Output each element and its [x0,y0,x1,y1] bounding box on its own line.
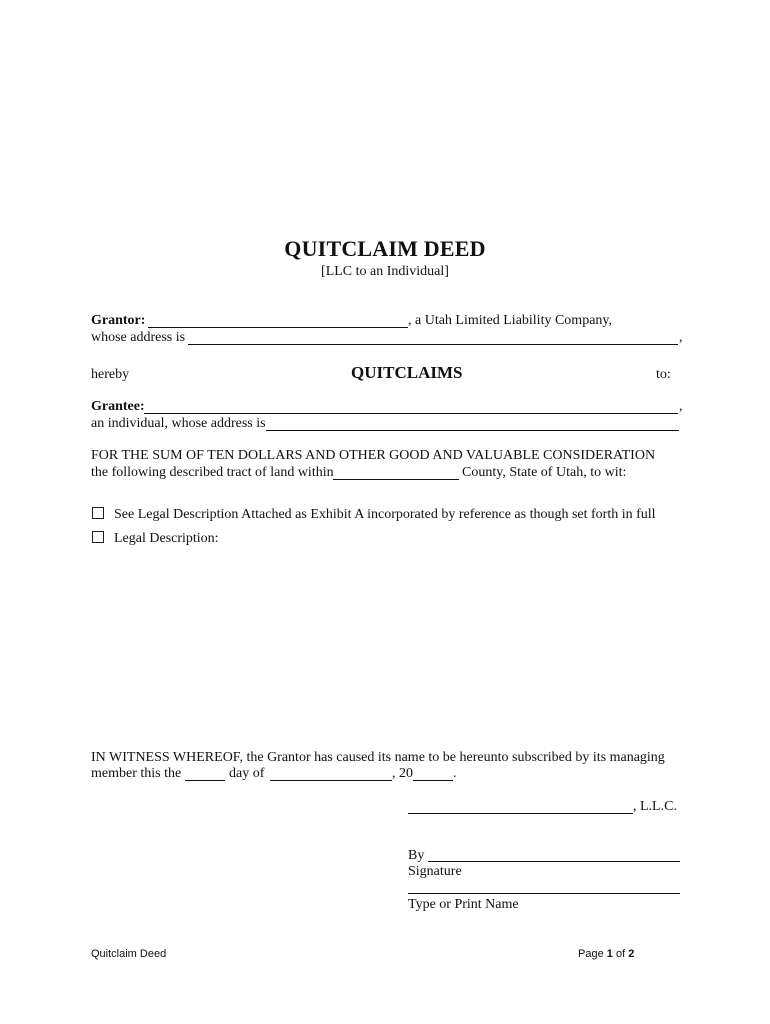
document-title: QUITCLAIM DEED [284,236,486,261]
grantor-address-field[interactable] [188,344,678,345]
page-label: Page [578,948,604,960]
to-text: to: [656,367,671,382]
exhibit-a-label: See Legal Description Attached as Exhibit A incorporated by reference as though set forth in full [114,507,656,522]
witness-day-of-text: day of [229,766,265,781]
signature-label: Signature [408,864,462,879]
grantor-label: Grantor: [91,313,146,328]
consideration-line-2-end: County, State of Utah, to wit: [462,465,627,480]
consideration-line-1: FOR THE SUM OF TEN DOLLARS AND OTHER GOOD AND VALUABLE CONSIDERATION [91,448,656,463]
page-current: 1 [606,948,613,960]
print-name-field[interactable] [408,893,680,894]
document-subtitle: [LLC to an Individual] [321,264,449,279]
grantor-company-suffix: , a Utah Limited Liability Company, [408,313,612,328]
page-of: of [615,948,626,960]
by-label: By [408,848,425,863]
grantee-name-end: , [679,399,683,414]
grantor-name-field[interactable] [148,327,408,328]
year-field[interactable] [413,780,453,781]
witness-line-1: IN WITNESS WHEREOF, the Grantor has caused its name to be hereunto subscribed by its managing [91,750,665,765]
grantee-name-field[interactable] [144,413,678,414]
month-field[interactable] [270,780,392,781]
grantee-label: Grantee: [91,399,145,414]
signature-field[interactable] [428,861,680,862]
legal-description-label: Legal Description: [114,531,219,546]
exhibit-a-checkbox[interactable] [92,507,104,519]
county-field[interactable] [333,479,459,480]
hereby-text: hereby [91,367,130,382]
witness-year-prefix: , 20 [392,766,413,781]
page-total: 2 [628,948,635,960]
witness-line-end: . [453,766,457,781]
type-or-print-name-label: Type or Print Name [408,897,519,912]
llc-name-field[interactable] [408,813,633,814]
grantee-address-field[interactable] [266,430,679,431]
witness-member-text: member this the [91,766,182,781]
footer-document-name: Quitclaim Deed [91,948,167,960]
grantor-address-end: , [679,330,683,345]
quitclaims-heading: QUITCLAIMS [351,363,463,382]
grantor-address-label: whose address is [91,330,186,345]
llc-suffix: , L.L.C. [633,799,677,814]
legal-description-checkbox[interactable] [92,531,104,543]
footer-page-number [578,948,634,960]
day-field[interactable] [185,780,225,781]
grantee-address-label: an individual, whose address is [91,416,266,431]
consideration-line-2-start: the following described tract of land within [91,465,334,480]
